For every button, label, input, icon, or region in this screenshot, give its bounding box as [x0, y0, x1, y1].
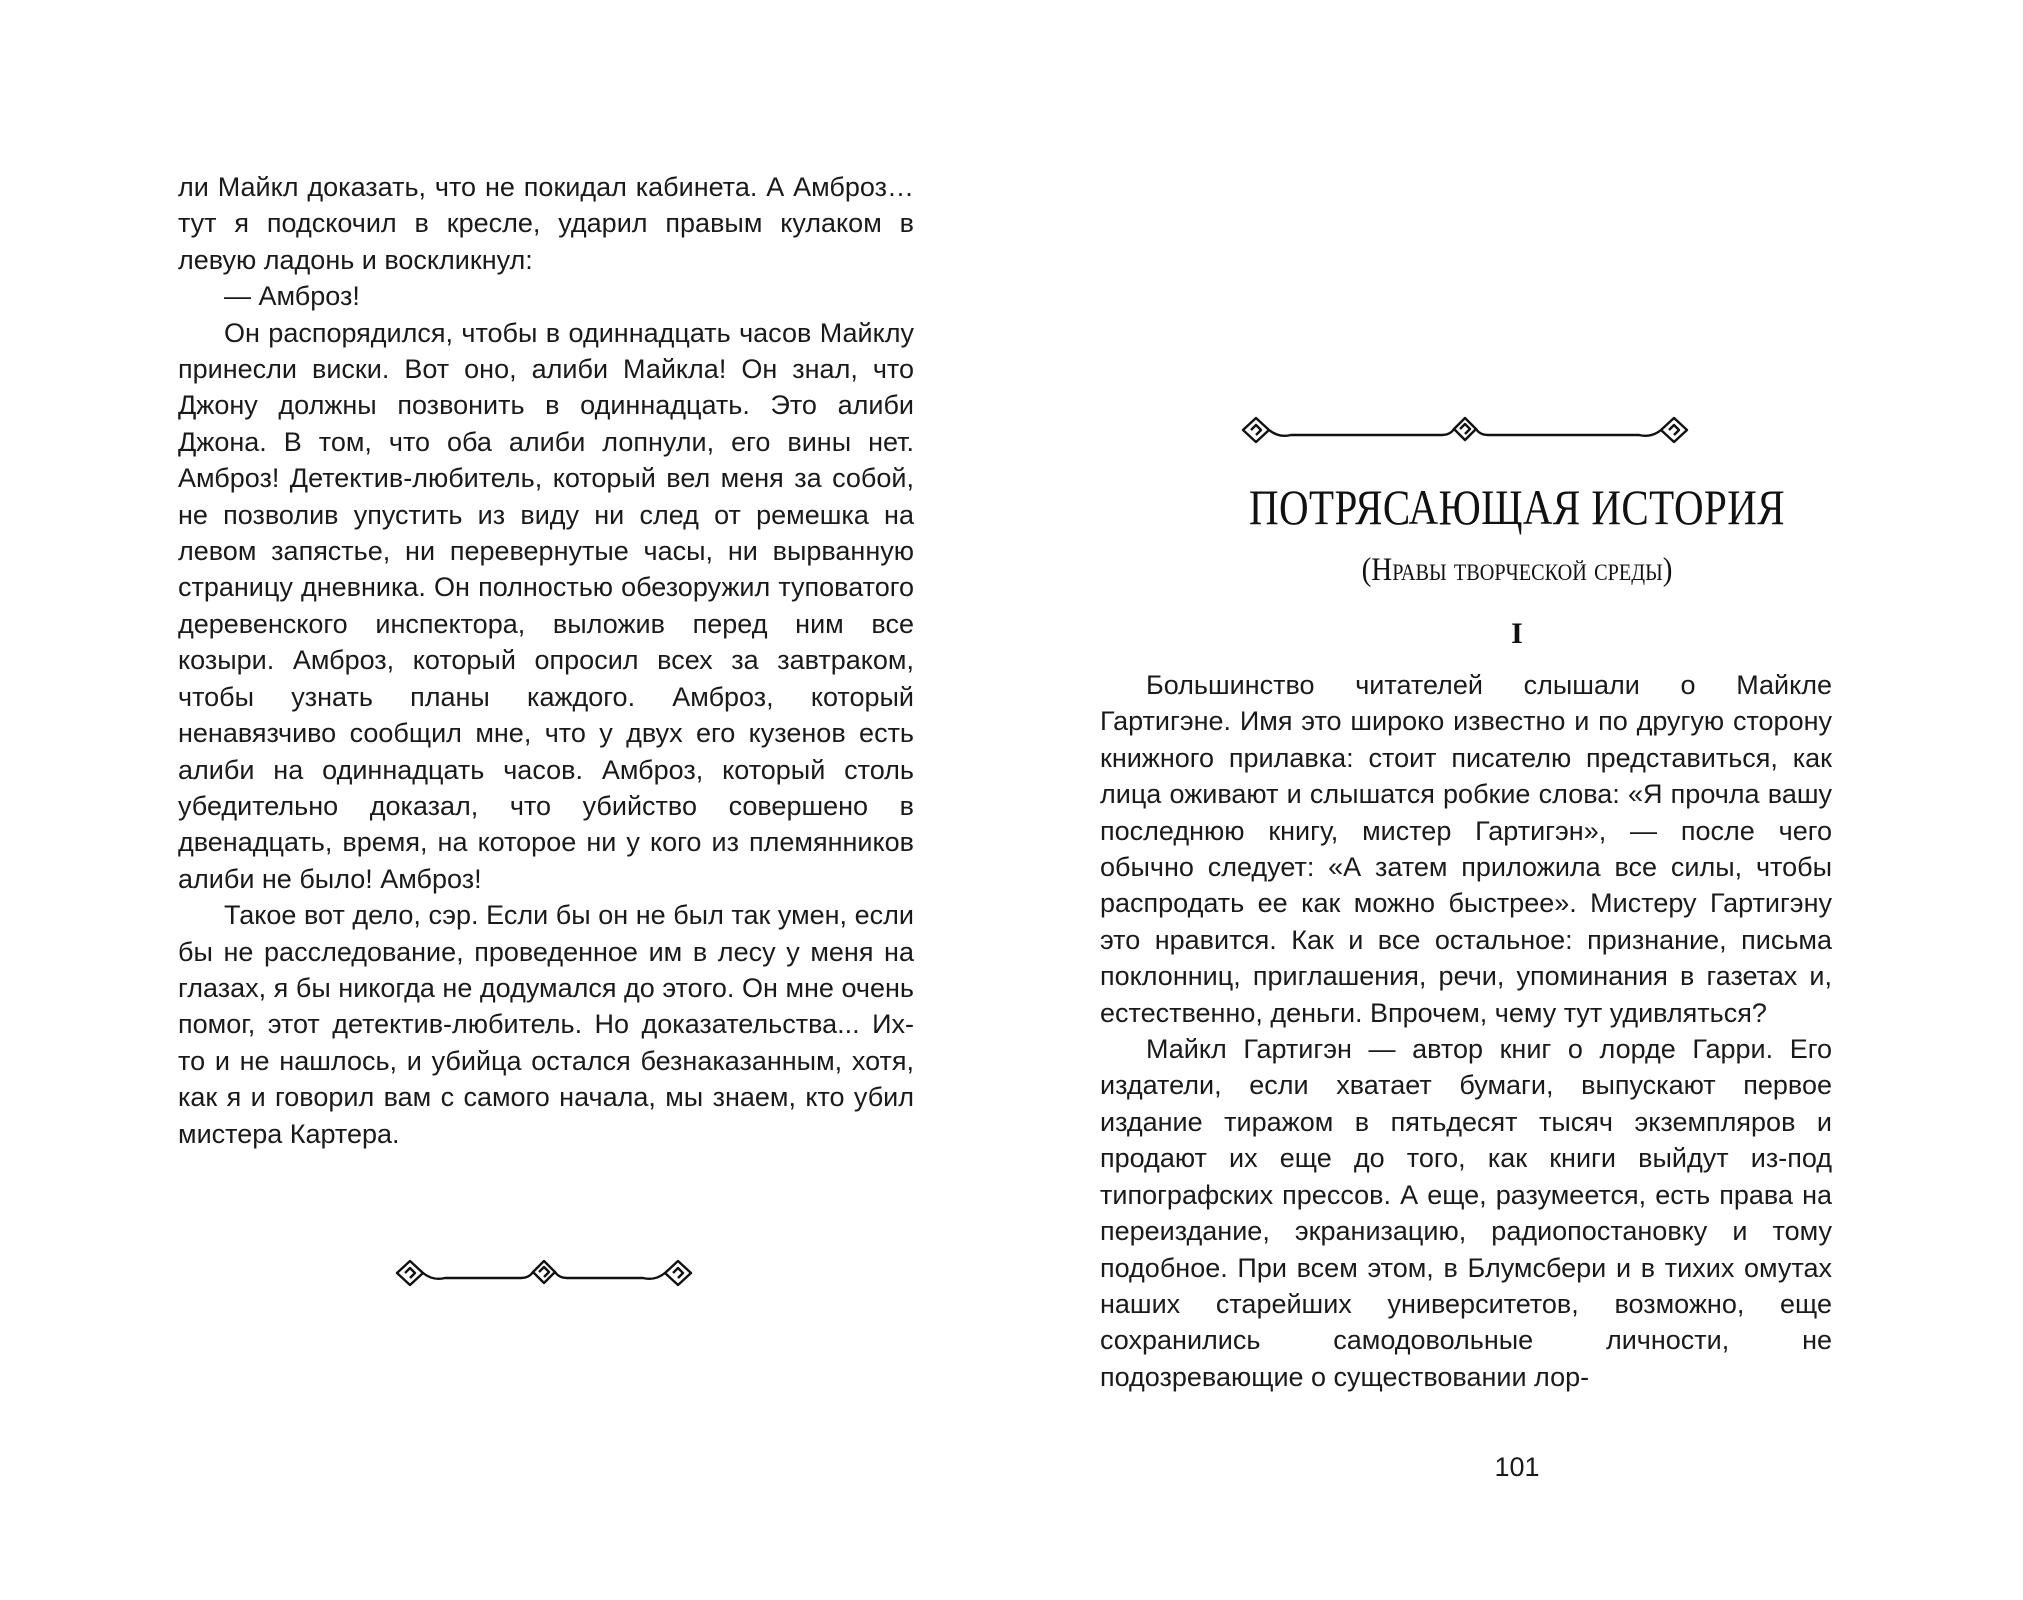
left-page-text — [178, 169, 914, 1152]
story-title: ПОТРЯСАЮЩАЯ ИСТОРИЯ — [1248, 479, 1786, 535]
left-page — [0, 0, 1011, 1600]
ornamental-divider-icon — [1239, 407, 1691, 453]
right-paragraph-2: Майкл Гартигэн — автор книг о лорде Гарри. Его издатели, если хватает бумаги, выпускают первое издание тиражом в пятьдесят тысяч экземпляров и продают их еще до того, как книги выйдут из-под типографских прессов. А еще, разумеется, есть права на переиздание, экранизацию, радиопостановку и тому подобное. При всем этом, в Блумсбери и в тихих омутах наших старейших университетов, возможно, еще сохранились самодовольные личности, не подозревающие о существовании лор- — [1100, 1034, 1832, 1392]
chapter-number: I — [1511, 617, 1523, 650]
page-number: 101 — [1494, 1452, 1540, 1482]
right-paragraph-1: Большинство читателей слышали о Майкле Гартигэне. Имя это широко известно и по другую сторону книжного прилавка: стоит писателю представиться, как лица оживают и слышатся робкие слова: «Я прочла вашу последнюю книгу, мистер Гартигэн», — после чего обычно следует: «А затем приложила все силы, чтобы распродать ее как можно быстрее». Мистеру Гартигэну это нравится. Как и все остальное: признание, письма поклонниц, приглашения, речи, упоминания в газетах и, естественно, деньги. Впрочем, чему тут удивляться? — [1100, 670, 1832, 1028]
left-paragraph-2: — Амброз! — [224, 281, 360, 312]
left-paragraph-3: Он распорядился, чтобы в одиннадцать часов Майклу принесли виски. Вот оно, алиби Майкла! Он знал, что Джону должны позвонить в одиннадцать. Это алиби Джона. В том, что оба алиби лопнули, его вины нет. Амброз! Детектив-любитель, который вел меня за собой, не позволив упустить из виду ни след от ремешка на левом запястье, ни перевернутые часы, ни вырванную страницу дневника. Он полностью обезоружил туповатого деревенского инспектора, выложив перед ним все козыри. Амброз, который опросил всех за завтраком, чтобы узнать планы каждого. Амброз, который ненавязчиво сообщил мне, что у двух его кузенов есть алиби на одиннадцать часов. Амброз, который столь убедительно доказал, что убийство совершено в двенадцать, время, на которое ни у кого из племянников алиби не было! Амброз! — [178, 317, 914, 894]
left-paragraph-4: Такое вот дело, сэр. Если бы он не был так умен, если бы не расследование, проведенное им в лесу у меня на глазах, я бы никогда не додумался до этого. Он мне очень помог, этот детектив-любитель. Но доказательства... Их-то и не нашлось, и убийца остался безнаказанным, хотя, как я и говорил вам с самого начала, мы знаем, кто убил мистера Картера. — [178, 900, 914, 1149]
ornamental-divider-icon — [393, 1250, 695, 1296]
right-page-text — [1100, 667, 1832, 1395]
story-subtitle: (Нравы творческой среды) — [1361, 552, 1673, 588]
right-page — [1011, 0, 2023, 1600]
left-paragraph-1: ли Майкл доказать, что не покидал кабинета. А Амброз… тут я подскочил в кресле, ударил правым кулаком в левую ладонь и воскликнул: — [178, 172, 914, 275]
